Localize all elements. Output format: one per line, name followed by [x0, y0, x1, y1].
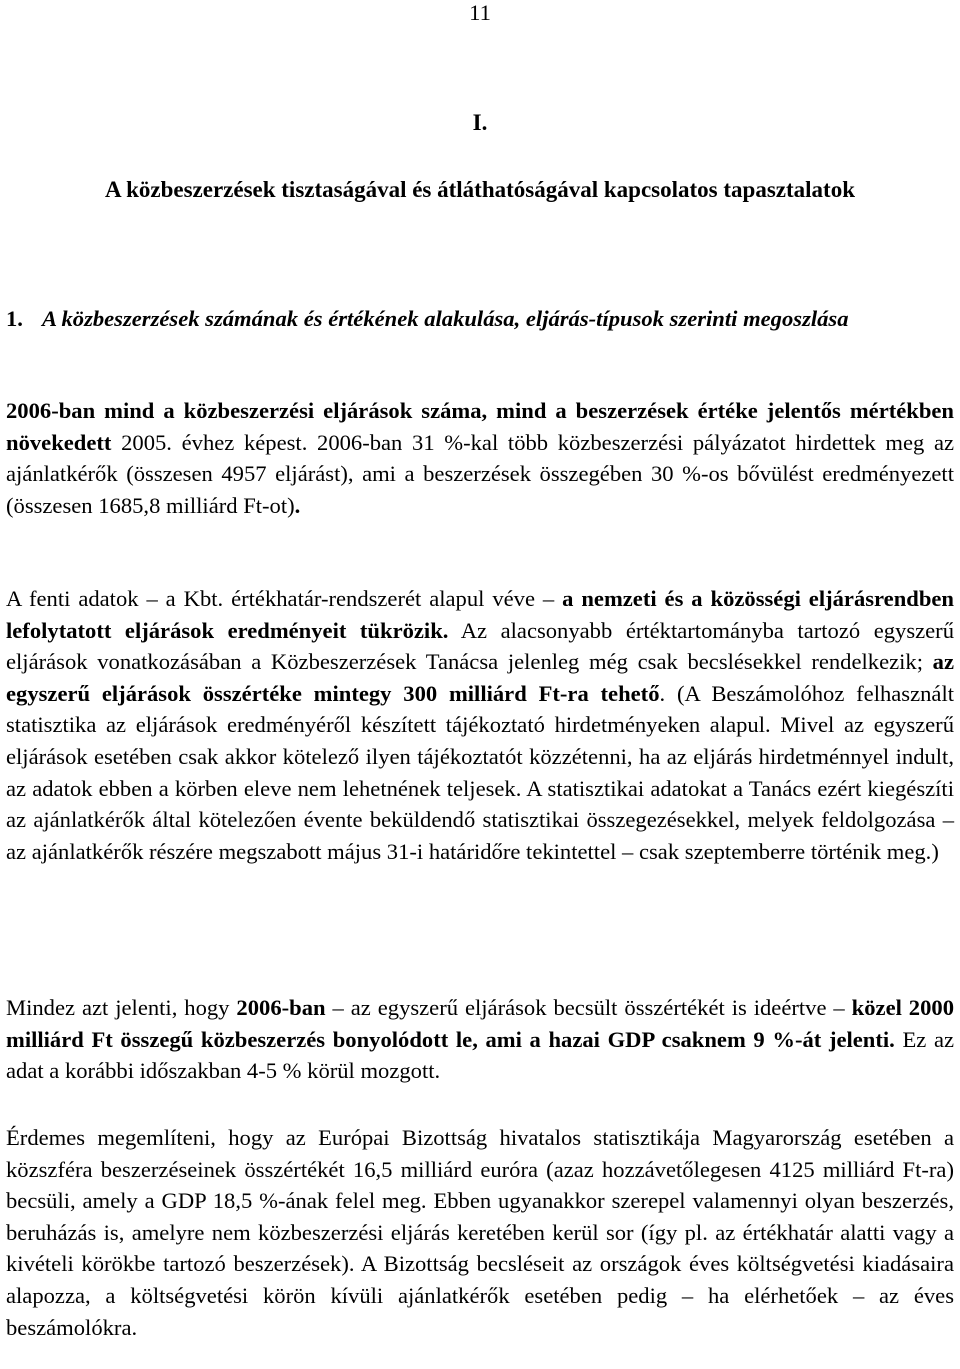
paragraph-threshold-text-5: . (A Beszámolóhoz felhasznált statisztika az eljárások eredményéről készített tájékoztató hirdetményeken alapul. Mivel az egyszerű eljárások esetében csak akkor kötelező ilyen tájékoztatót közzétenni, ha az eljárás hirdetménnyel indult, az adatok ebben a körben eleve nem lehetnének teljesek. A statisztikai adatokat a Tanács ezért kiegészíti az ajánlatkérők által kötelezően évente beküldendő statisztikai összegezésekkel, melyek feldolgozása – az ajánlatkérők részére megszabott május 31-i határidőre tekintettel – csak szeptemberre történik meg.): [6, 680, 955, 864]
chapter-title: A közbeszerzések tisztaságával és átláthatóságával kapcsolatos tapasztalatok: [104, 177, 855, 202]
paragraph-growth-bold-3: .: [294, 492, 301, 518]
paragraph-total-text-1: Mindez azt jelenti, hogy: [6, 995, 237, 1020]
paragraph-threshold-bold-2: a nemzeti és a közösségi eljárásrendben lefolytatott eljárások eredményeit tükrözik.: [6, 586, 954, 643]
section-title: A közbeszerzések számának és értékének alakulása, eljárás-típusok szerinti megoszlása: [42, 306, 849, 331]
paragraph-total-bold-4: közel 2000 milliárd Ft összegű közbeszerzés bonyolódott le, ami a hazai GDP csaknem 9 %-át jelenti.: [6, 995, 954, 1052]
chapter-number: I.: [472, 110, 488, 135]
section-heading: [6, 301, 954, 336]
paragraph-threshold-text-1: A fenti adatok – a Kbt. értékhatár-rendszerét alapul véve –: [6, 586, 563, 611]
paragraph-eu-statistics: Érdemes megemlíteni, hogy az Európai Bizottság hivatalos statisztikája Magyarország esetében a közszféra beszerzéseinek összértékét 16,5 milliárd euróra (azaz hozzávetőlegesen 4125 milliárd Ft-ra) becsüli, amely a GDP 18,5 %-ának felel meg. Ebben ugyanakkor szerepel valamennyi olyan beszerzés, beruházás is, amelyre nem közbeszerzési eljárás keretében kerül sor (így pl. az értékhatár alatti vagy a kivételi körökbe tartozó beszerzések). A Bizottság becsléseit az országok éves költségvetési kiadásaira alapozza, a költségvetési körön kívüli ajánlatkérők esetében pedig – ha elérhetőek – az éves beszámolókra.: [6, 1125, 954, 1340]
paragraph-threshold-text-3: Az alacsonyabb értéktartományba tartozó egyszerű eljárások vonatkozásában a Közbeszerzések Tanácsa jelenleg még csak becslésekkel rendelkezik;: [6, 617, 955, 675]
paragraph-total-bold-2: 2006-ban: [236, 995, 326, 1020]
paragraph-total: [6, 992, 954, 1087]
paragraph-growth: [6, 395, 954, 521]
paragraph-threshold-bold-4: az egyszerű eljárások összértéke mintegy 300 milliárd Ft-ra tehető: [6, 649, 954, 706]
paragraph-growth-bold-1: 2006-ban mind a közbeszerzési eljárások száma, mind a beszerzések értéke jelentős mértékben növekedett: [6, 398, 954, 455]
page-number: 11: [469, 0, 491, 25]
paragraph-total-text-3: – az egyszerű eljárások becsült összértékét is ideértve –: [325, 995, 852, 1020]
paragraph-growth-text-2: 2005. évhez képest. 2006-ban 31 %-kal több közbeszerzési pályázatot hirdettek meg az ajánlatkérők (összesen 4957 eljárást), ami a beszerzések összegében 30 %-os bővülést eredményezett (összesen 1685,8 milliárd Ft-ot): [6, 429, 954, 518]
section-number: 1.: [6, 306, 23, 331]
paragraph-threshold: [6, 583, 954, 867]
paragraph-total-text-5: Ez az adat a korábbi időszakban 4-5 % körül mozgott.: [6, 1026, 955, 1084]
